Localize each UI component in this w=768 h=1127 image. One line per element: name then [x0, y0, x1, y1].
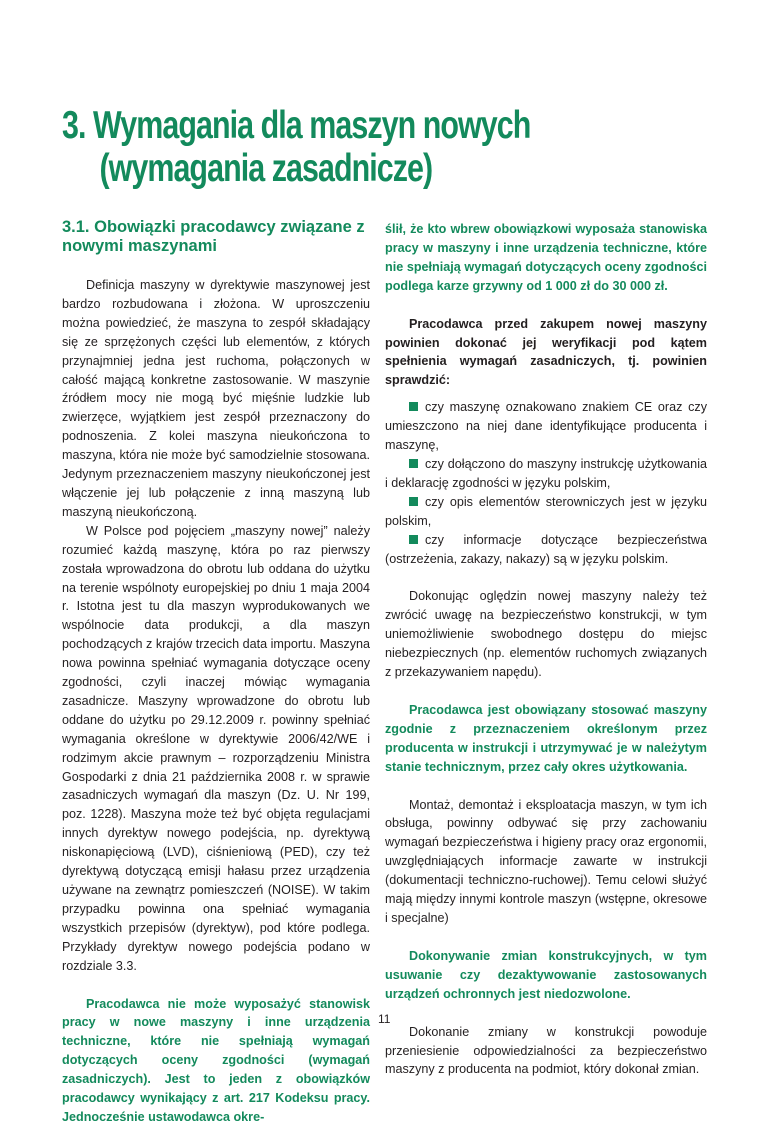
highlight-modifications-forbidden: Dokonywanie zmian konstrukcyjnych, w tym usuwanie czy dezaktywowanie zastosowanych urządzeń ochronnych jest niedozwolone. [385, 948, 707, 1001]
left-column [62, 218, 370, 1127]
chapter-title-line1: 3. Wymagania dla maszyn nowych [62, 104, 531, 147]
checklist-item: czy opis elementów sterowniczych jest w języku polskim, [385, 494, 707, 528]
square-bullet-icon [409, 459, 418, 468]
paragraph-inspection: Dokonując oględzin nowej maszyny należy też zwrócić uwagę na bezpieczeństwo konstrukcji, w tym uniemożliwienie swobodnego dostępu do miejsc niebezpiecznych (np. elementów ruchomych związanych z przekazywaniem napędu). [385, 589, 707, 680]
chapter-title [62, 104, 530, 190]
checklist-item: czy dołączono do maszyny instrukcję użytkowania i deklarację zgodności w języku polskim, [385, 456, 707, 490]
page-number: 11 [378, 1012, 391, 1026]
checklist-item: czy maszynę oznakowano znakiem CE oraz czy umieszczono na niej dane identyfikujące producenta i maszynę, [385, 400, 707, 453]
right-column [385, 220, 707, 1079]
paragraph-verification-intro: Pracodawca przed zakupem nowej maszyny powinien dokonać jej weryfikacji pod kątem spełnienia wymagań zasadniczych, tj. powinien sprawdzić: [385, 316, 707, 388]
checklist-item: czy informacje dotyczące bezpieczeństwa (ostrzeżenia, zakazy, nakazy) są w języku polskim. [385, 532, 707, 566]
highlight-employer-obligation: Pracodawca jest obowiązany stosować maszyny zgodnie z przeznaczeniem określonym przez producenta w instrukcji i utrzymywać je w należytym stanie technicznym, przez cały okres użytkowania. [385, 702, 707, 774]
square-bullet-icon [409, 535, 418, 544]
square-bullet-icon [409, 402, 418, 411]
highlight-fine-continuation: ślił, że kto wbrew obowiązkowi wyposaża stanowiska pracy w maszyny i inne urządzenia techniczne, które nie spełniają wymagań dotyczących oceny zgodności podlega karze grzywny od 1 000 zł do 30 000 zł. [385, 222, 707, 293]
section-title: 3.1. Obowiązki pracodawcy związane z nowymi maszynami [62, 218, 365, 255]
paragraph-responsibility-transfer: Dokonanie zmiany w konstrukcji powoduje przeniesienie odpowiedzialności za bezpieczeństwo maszyny z producenta na podmiot, który dokonał zmian. [385, 1024, 707, 1077]
chapter-title-line2: (wymagania zasadnicze) [99, 147, 433, 190]
highlight-employer-prohibition: Pracodawca nie może wyposażyć stanowisk pracy w nowe maszyny i inne urządzenia techniczne, które nie spełniają wymagań dotyczących oceny zgodności (wymagań zasadniczych). Jest to jeden z obowiązków pracodawcy wynikający z art. 217 Kodeksu pracy. Jednocześnie ustawodawca okre- [62, 996, 370, 1124]
checklist [385, 398, 707, 568]
paragraph-machine-definition: Definicja maszyny w dyrektywie maszynowej jest bardzo rozbudowana i złożona. W uproszczeniu można powiedzieć, że maszyna to zespół składający się ze sprzężonych części lub elementów, z których przynajmniej jedna jest ruchoma, połączonych w całość mającą konkretne zastosowanie. W maszynie źródłem mocy nie mogą być mięśnie ludzkie lub zwierzęce, wyjątkiem jest zespół przeznaczony do podnoszenia. Z kolei maszyna nieukończona to maszyna, która nie może być samodzielnie stosowana. Jedynym przeznaczeniem maszyny nieukończonej jest włączenie jej lub połączenie z inną maszyną lub maszyną nieukończoną. [62, 278, 370, 519]
paragraph-new-machine: W Polsce pod pojęciem „maszyny nowej” należy rozumieć każdą maszynę, która po raz pierwszy została wprowadzona do obrotu lub oddana do użytku na terenie wspólnoty europejskiej po dniu 1 maja 2004 r. Istotna jest tu dla maszyn wyprodukowanych we wspólnocie data produkcji, a dla maszyn pochodzących z krajów trzecich data importu. Maszyna nowa powinna spełniać wymagania dotyczące oceny zgodności, czyli inaczej mówiąc wymagania zasadnicze. Maszyny wprowadzone do obrotu lub oddane do użytku po 29.12.2009 r. powinny spełniać wymagania określone w dyrektywie 2006/42/WE i rodzimym akcie prawnym – rozporządzeniu Ministra Gospodarki z dnia 21 października 2008 r. w sprawie zasadniczych wymagań dla maszyn (Dz. U. Nr 199, poz. 1228). Maszyna może też być objęta regulacjami innych dyrektyw nowego podejścia, np. dyrektywą niskonapięciową (LVD), ciśnieniową (PED), czy też dyrektywą dotyczącą emisji hałasu przez urządzenia używane na zewnątrz pomieszczeń (NOISE). W takim przypadku powinna ona spełniać wymagania wszystkich przepisów (dyrektyw), pod które podlega. Przykłady dyrektyw nowego podejścia podano w rozdziale 3.3. [62, 523, 370, 973]
paragraph-operation: Montaż, demontaż i eksploatacja maszyn, w tym ich obsługa, powinny odbywać się przy zachowaniu wymagań bezpieczeństwa i higieny pracy oraz ergonomii, uwzględniających informacje zawarte w instrukcji (dokumentacji techniczno-ruchowej). Temu celowi służyć mają między innymi kontrole maszyn (wstępne, okresowe i specjalne) [385, 797, 707, 925]
square-bullet-icon [409, 497, 418, 506]
